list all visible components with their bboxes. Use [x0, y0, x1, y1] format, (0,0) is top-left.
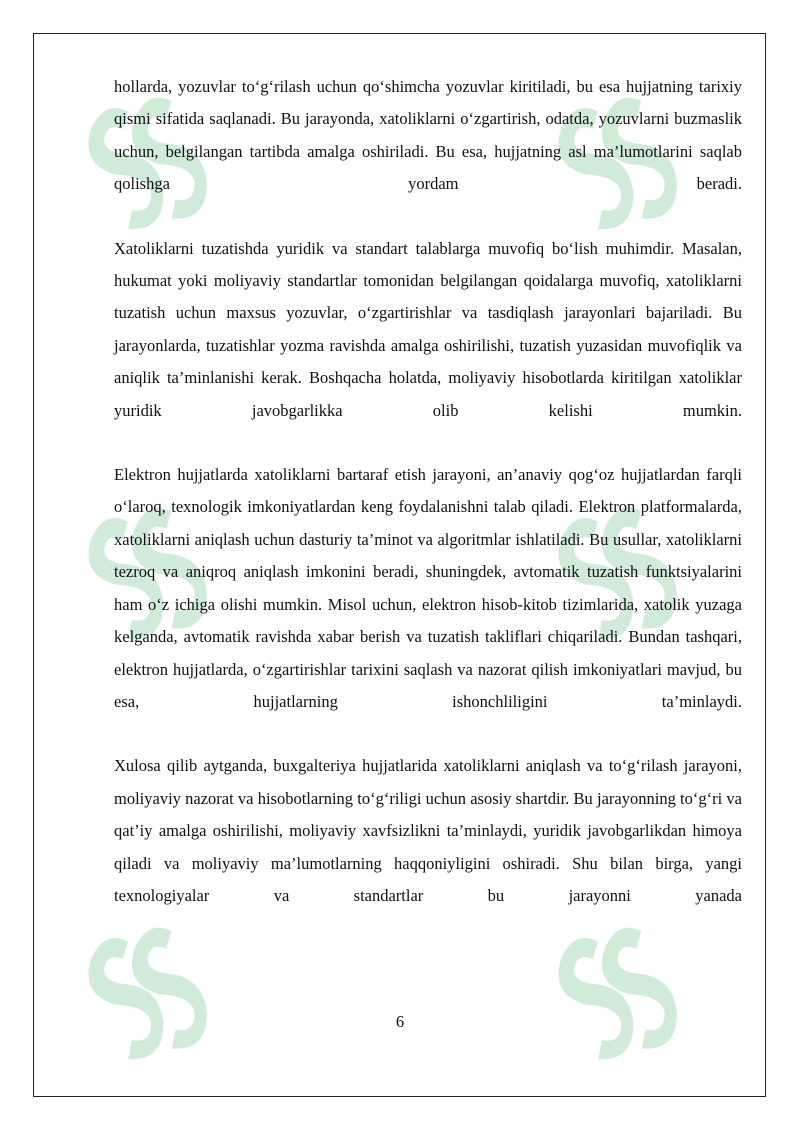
paragraph: Elektron hujjatlarda xatoliklarni bartaraf etish jarayoni, an’anaviy qog‘oz hujjatlardan farqli o‘laroq, texnologik imkoniyatlardan keng foydalanishni talab qiladi. Elektron platformalarda, xatoliklarni aniqlash uchun dasturiy ta’minot va algoritmlar ishlatiladi. Bu usullar, xatoliklarni tezroq va aniqroq aniqlash imkonini beradi, shuningdek, avtomatik tuzatish funktsiyalarini ham o‘z ichiga olishi mumkin. Misol uchun, elektron hisob-kitob tizimlarida, xatolik yuzaga kelganda, avtomatik ravishda xabar berish va tuzatish takliflari chiqariladi. Bundan tashqari, elektron hujjatlarda, o‘zgartirishlar tarixini saqlash va nazorat qilish imkoniyatlari mavjud, bu esa, hujjatlarning ishonchliligini ta’minlaydi. — [114, 465, 742, 711]
document-body — [114, 71, 742, 944]
paragraph: Xulosa qilib aytganda, buxgalteriya hujjatlarida xatoliklarni aniqlash va to‘g‘rilash jarayoni, moliyaviy nazorat va hisobotlarning to‘g‘riligi uchun asosiy shartdir. Bu jarayonning to‘g‘ri va qat’iy amalga oshirilishi, moliyaviy xavfsizlikni ta’minlaydi, yuridik javobgarlikdan himoya qiladi va moliyaviy ma’lumotlarning haqqoniyligini oshiradi. Shu bilan birga, yangi texnologiyalar va standartlar bu jarayonni yanada — [114, 756, 742, 905]
paragraph: hollarda, yozuvlar to‘g‘rilash uchun qo‘shimcha yozuvlar kiritiladi, bu esa hujjatning tarixiy qismi sifatida saqlanadi. Bu jarayonda, xatoliklarni o‘zgartirish, odatda, yozuvlarni buzmaslik uchun, belgilangan tartibda amalga oshiriladi. Bu esa, hujjatning asl ma’lumotlarini saqlab qolishga yordam beradi. — [114, 77, 742, 194]
paragraph: Xatoliklarni tuzatishda yuridik va standart talablarga muvofiq bo‘lish muhimdir. Masalan, hukumat yoki moliyaviy standartlar tomonidan belgilangan qoidalarga muvofiq, xatoliklarni tuzatish uchun maxsus yozuvlar, o‘zgartirishlar va tasdiqlash jarayonlari bajariladi. Bu jarayonlarda, tuzatishlar yozma ravishda amalga oshirilishi, tuzatish yuzasidan muvofiqlik va aniqlik ta’minlanishi kerak. Boshqacha holatda, moliyaviy hisobotlarda kiritilgan xatoliklar yuridik javobgarlikka olib kelishi mumkin. — [114, 238, 742, 420]
page-number: 6 — [395, 1012, 405, 1031]
